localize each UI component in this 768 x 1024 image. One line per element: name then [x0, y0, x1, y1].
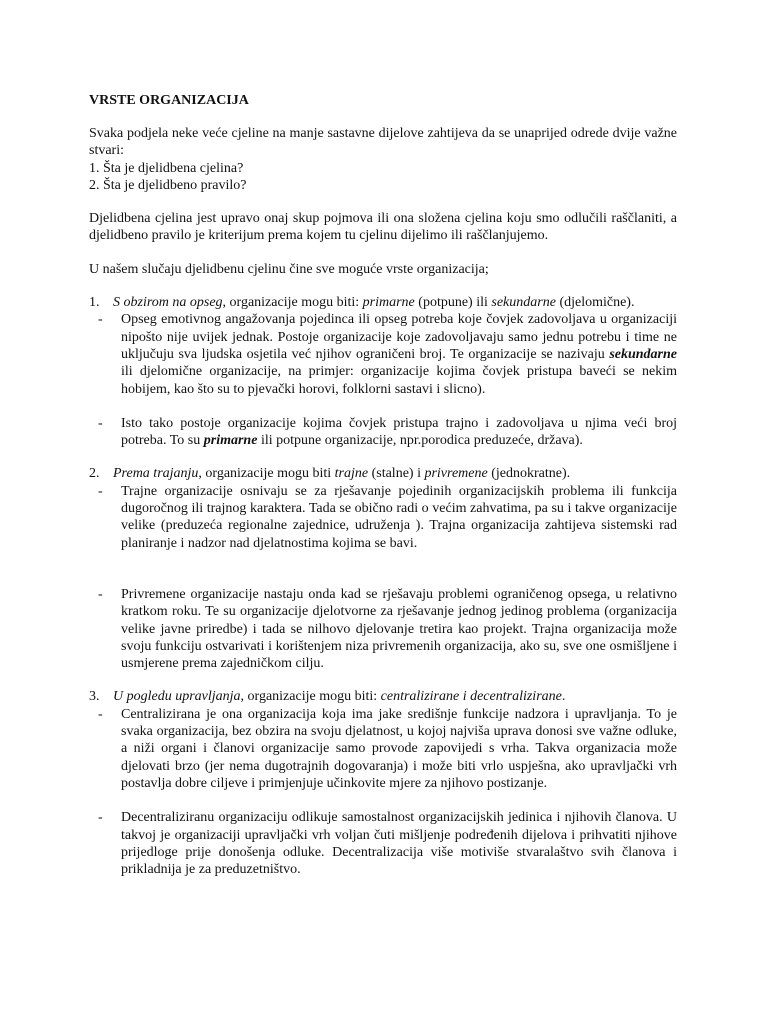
bullet-dash: -	[98, 415, 103, 431]
scope-paragraph: U našem slučaju djelidbenu cjelinu čine sve moguće vrste organizacija;	[89, 261, 489, 277]
section-heading	[89, 465, 677, 482]
term-secondary: sekundarne	[491, 295, 556, 311]
term-primary: primarne	[362, 295, 415, 311]
bullet-text-part: Isto tako postoje organizacije kojima čovjek pristupa trajno i zadovoljava u njima veći broj potreba. To su	[121, 415, 677, 449]
question-1: 1. Šta je djelidbena cjelina?	[89, 160, 244, 176]
definition-block	[89, 210, 677, 245]
section-1	[89, 294, 677, 449]
heading-text: (jednokratne).	[487, 466, 571, 482]
list-item	[89, 586, 677, 672]
heading-text: .	[561, 689, 566, 705]
bullet-dash: -	[98, 586, 103, 602]
document-page	[89, 92, 677, 878]
section-criterion: Prema trajanju	[113, 466, 199, 482]
question-2: 2. Šta je djelidbeno pravilo?	[89, 177, 247, 193]
emphasis-primary: primarne	[203, 433, 258, 449]
bullet-text-part: ili potpune organizacije, npr.porodica preduzeće, država).	[257, 433, 583, 449]
bullet-text: Privremene organizacije nastaju onda kad se rješavaju problemi ograničenog opsega, u relativno kratkom roku. Te su organizacije djelotvorne za rješavanje jednog jedinog problema (organizacija velike javne priredbe) i tada se nilhovo djelovanje tretira kao projekt. Trajna organizacija može svoju funkciju ostvarivati i korištenjem niza privremenih organizacija, ako su, sve one osmišljene i usmjerene prema zajedničkom cilju.	[121, 586, 677, 672]
term-centralized: centralizirane i decentralizirane	[380, 689, 562, 705]
scope-block	[89, 261, 677, 278]
heading-text: (djelomične).	[555, 295, 635, 311]
section-heading	[89, 294, 677, 311]
heading-text: , organizacije mogu biti:	[222, 295, 363, 311]
bullet-dash: -	[98, 483, 103, 499]
list-item	[89, 809, 677, 878]
bullet-dash: -	[98, 312, 103, 328]
section-heading-text	[113, 688, 677, 705]
section-number: 1.	[89, 295, 100, 311]
section-2	[89, 465, 677, 672]
section-3	[89, 688, 677, 878]
heading-text: (stalne) i	[368, 466, 425, 482]
list-item	[89, 311, 677, 397]
term-temporary: privremene	[424, 466, 488, 482]
section-criterion: S obzirom na opseg	[113, 295, 223, 311]
heading-text: , organizacije mogu biti:	[240, 689, 381, 705]
bullet-dash: -	[98, 810, 103, 826]
list-item	[89, 483, 677, 552]
bullet-dash: -	[98, 706, 103, 722]
intro-paragraph: Svaka podjela neke veće cjeline na manje sastavne dijelove zahtijeva da se unaprijed odrede dvije važne stvari:	[89, 126, 677, 159]
section-heading	[89, 688, 677, 705]
section-heading-text	[113, 465, 677, 482]
section-heading-text	[113, 294, 677, 311]
term-permanent: trajne	[334, 466, 369, 482]
bullet-text: Decentraliziranu organizaciju odlikuje samostalnost organizacijskih jedinica i njihovih članova. U takvoj je organizaciji upravljački vrh voljan čuti mišljenje podređenih dijelova i prihvatiti njihove prijedloge prije donošenja odluke. Decentralizacija više motiviše stvaralaštvo svih članova i prikladnija je za preduzetništvo.	[121, 810, 677, 878]
document-title: VRSTE ORGANIZACIJA	[89, 93, 249, 108]
section-number: 2.	[89, 466, 100, 482]
bullet-text-part: Opseg emotivnog angažovanja pojedinca ili opseg potreba koje čovjek zadovoljava u organizaciji nipošto nije uvijek jednak. Postoje organizacije koje zadovoljavaju samo jednu potrebu i time ne uključuju sva ljudska osjetila već njihov ograničeni broj. Te organizacije se nazivaju	[121, 312, 677, 362]
bullet-text	[121, 415, 677, 450]
emphasis-secondary: sekundarne	[609, 346, 677, 362]
section-number: 3.	[89, 689, 100, 705]
intro-block	[89, 125, 677, 194]
bullet-text	[121, 311, 677, 397]
list-item	[89, 415, 677, 450]
section-criterion: U pogledu upravljanja	[113, 689, 241, 705]
list-item	[89, 706, 677, 792]
bullet-text-part: ili djelomične organizacije, na primjer: organizacije kojima čovjek pristupa baveći se nekim hobijem, kao što su to pjevački horovi, folklorni sastavi i slicno).	[121, 364, 677, 397]
bullet-text: Trajne organizacije osnivaju se za rješavanje pojedinih organizacijskih problema ili funkcija dugoročnog ili trajnog karaktera. Tada se obično radi o većim zahvatima, pa su i takve organizacije velike (preduzeća regionalne zajednice, udruženja ). Trajna organizacija zahtijeva sistemski rad planiranje i nadzor nad djelatnostima kojima se bavi.	[121, 483, 677, 551]
heading-text: , organizacije mogu biti	[198, 466, 335, 482]
bullet-text: Centralizirana je ona organizacija koja ima jake središnje funkcije nadzora i upravljanja. To je svaka organizacija, bez obzira na svoju djelatnost, u kojoj najviša uprava donosi sve važne odluke, a niži organi i članovi organizacije samo provode zapovijedi s vrha. Takva organizacia može djelovati brzo (jer nema dugotrajnih dogovaranja) i može biti vrlo uspješna, ako upravljački vrh postavlja dobre ciljeve i primjenjuje učinkovite mjere za njihovo postizanje.	[121, 706, 677, 791]
definition-paragraph: Djelidbena cjelina jest upravo onaj skup pojmova ili ona složena cjelina koju smo odlučili raščlaniti, a djelidbeno pravilo je kriterijum prema kojem tu cjelinu dijelimo ili raščlanjujemo.	[89, 211, 677, 244]
heading-text: (potpune) ili	[414, 295, 492, 311]
